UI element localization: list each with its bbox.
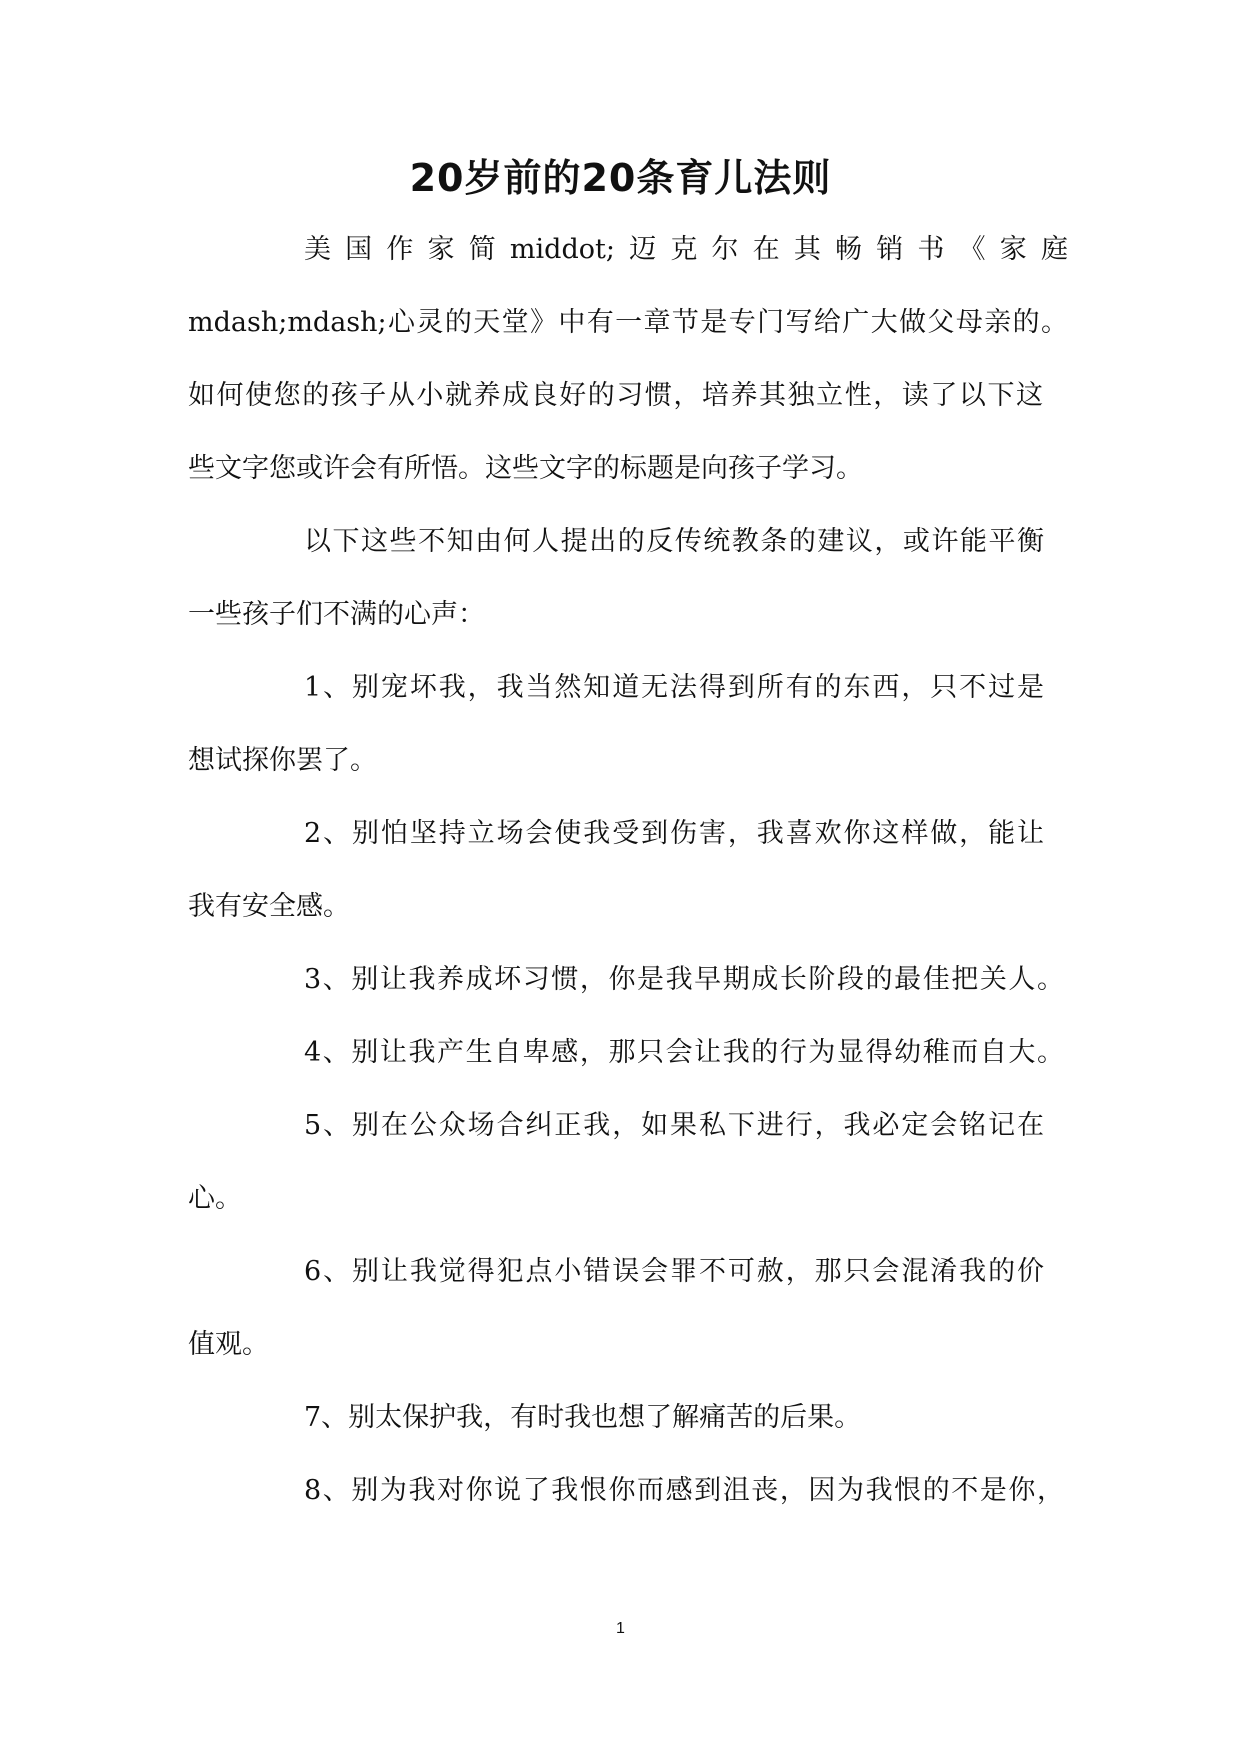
page-number: 1 [616, 1620, 625, 1637]
list-item-line: 8、别为我对你说了我恨你而感到沮丧，因为我恨的不是你， [304, 1475, 1064, 1506]
list-item-line: 心。 [188, 1183, 242, 1214]
paragraph-line: 一些孩子们不满的心声： [188, 599, 485, 630]
list-item-line: 想试探你罢了。 [188, 745, 377, 776]
paragraph-line: 些文字您或许会有所悟。这些文字的标题是向孩子学习。 [188, 453, 863, 484]
paragraph-line: mdash;mdash;心灵的天堂》中有一章节是专门写给广大做父母亲的。 [188, 307, 1068, 338]
list-item-line: 值观。 [188, 1329, 269, 1360]
paragraph-line: 以下这些不知由何人提出的反传统教条的建议，或许能平衡 [304, 526, 1044, 557]
paragraph-line: 如何使您的孩子从小就养成良好的习惯，培养其独立性，读了以下这 [188, 380, 1043, 411]
list-item-line: 5、别在公众场合纠正我，如果私下进行，我必定会铭记在 [304, 1110, 1044, 1141]
list-item-line: 4、别让我产生自卑感，那只会让我的行为显得幼稚而自大。 [304, 1037, 1064, 1068]
list-item-line: 6、别让我觉得犯点小错误会罪不可赦，那只会混淆我的价 [304, 1256, 1044, 1287]
paragraph-line: 美国作家简middot;迈克尔在其畅销书《家庭 [304, 234, 1068, 265]
document-title: 20岁前的20条育儿法则 [409, 156, 832, 200]
list-item-line: 3、别让我养成坏习惯，你是我早期成长阶段的最佳把关人。 [304, 964, 1064, 995]
list-item-line: 我有安全感。 [188, 891, 350, 922]
list-item-line: 7、别太保护我，有时我也想了解痛苦的后果。 [304, 1402, 862, 1433]
list-item-line: 2、别怕坚持立场会使我受到伤害，我喜欢你这样做，能让 [304, 818, 1044, 849]
list-item-line: 1、别宠坏我，我当然知道无法得到所有的东西，只不过是 [304, 672, 1044, 703]
